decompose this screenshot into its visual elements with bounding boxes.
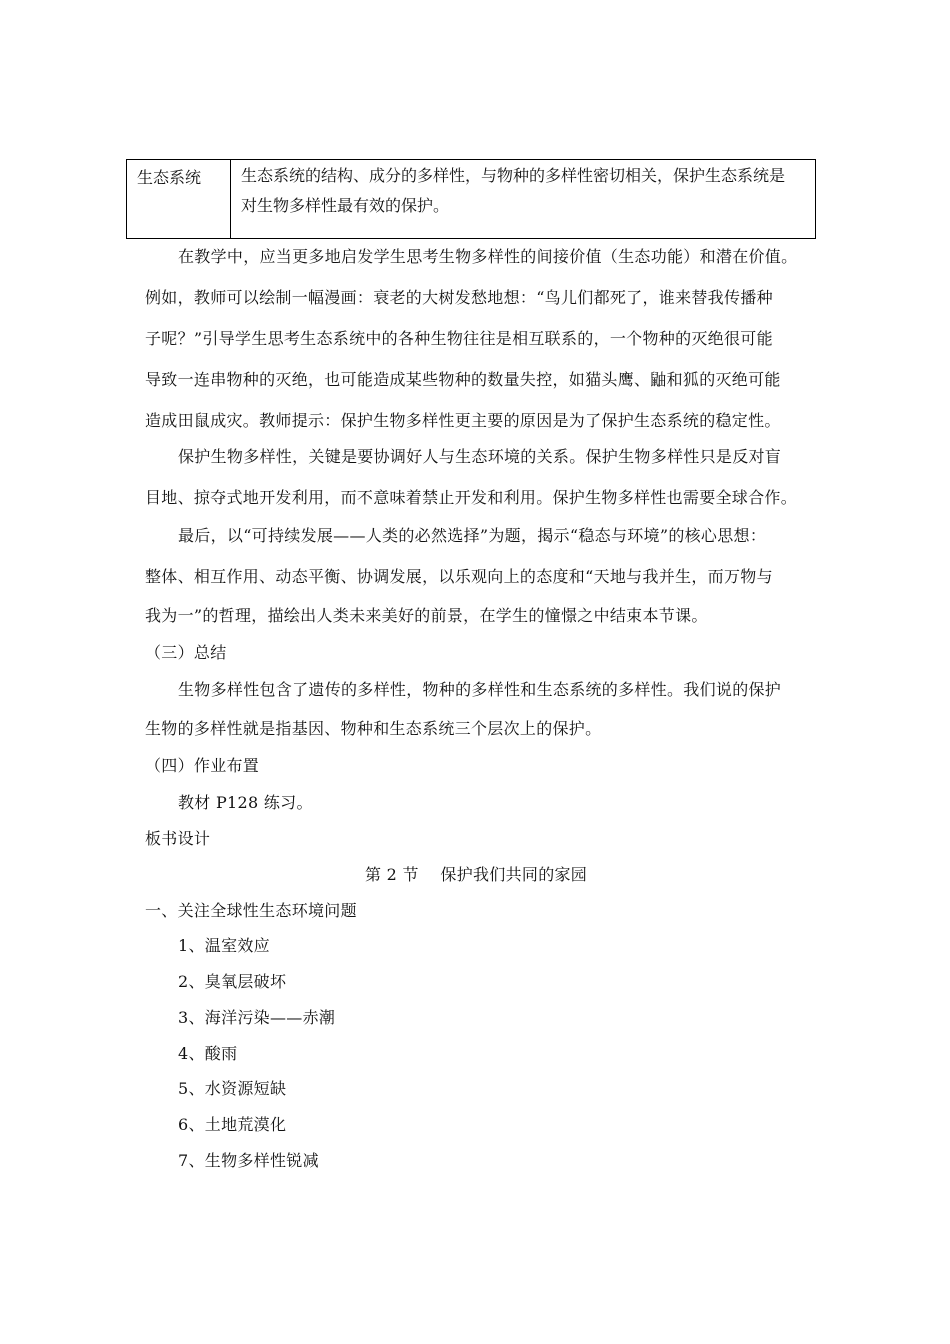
table-label-cell xyxy=(127,160,231,239)
table-content-cell xyxy=(231,160,816,239)
homework-text: 教材 P128 练习。 xyxy=(178,793,313,812)
board-item-7: 7、生物多样性锐减 xyxy=(178,1151,319,1170)
p3-line-3: 我为一”的哲理，描绘出人类未来美好的前景，在学生的憧憬之中结束本节课。 xyxy=(145,606,708,625)
table-line-1: 生态系统的结构、成分的多样性，与物种的多样性密切相关，保护生态系统是 xyxy=(241,166,786,185)
ecosystem-table xyxy=(126,159,816,239)
table-label: 生态系统 xyxy=(137,168,202,187)
summary-line-1: 生物多样性包含了遗传的多样性，物种的多样性和生态系统的多样性。我们说的保护 xyxy=(178,680,782,699)
p1-line-3: 子呢？”引导学生思考生态系统中的各种生物往往是相互联系的，一个物种的灭绝很可能 xyxy=(145,329,773,348)
p2-line-2: 目地、掠夺式地开发利用，而不意味着禁止开发和利用。保护生物多样性也需要全球合作。 xyxy=(145,488,798,507)
board-item-2: 2、臭氧层破坏 xyxy=(178,972,287,991)
table-line-2: 对生物多样性最有效的保护。 xyxy=(241,196,450,215)
board-item-3: 3、海洋污染——赤潮 xyxy=(178,1008,336,1027)
board-item-6: 6、土地荒漠化 xyxy=(178,1115,287,1134)
board-section-heading: 一、关注全球性生态环境问题 xyxy=(145,901,357,920)
homework-heading: （四）作业布置 xyxy=(145,756,260,775)
p1-line-1: 在教学中，应当更多地启发学生思考生物多样性的间接价值（生态功能）和潜在价值。 xyxy=(178,247,798,266)
p1-line-4: 导致一连串物种的灭绝，也可能造成某些物种的数量失控，如猫头鹰、鼬和狐的灭绝可能 xyxy=(145,370,781,389)
board-title: 第 2 节 保护我们共同的家园 xyxy=(365,865,588,884)
board-heading: 板书设计 xyxy=(145,829,211,848)
summary-line-2: 生物的多样性就是指基因、物种和生态系统三个层次上的保护。 xyxy=(145,719,602,738)
p1-line-2: 例如，教师可以绘制一幅漫画：衰老的大树发愁地想：“鸟儿们都死了，谁来替我传播种 xyxy=(145,288,773,307)
p3-line-1: 最后，以“可持续发展——人类的必然选择”为题，揭示“稳态与环境”的核心思想： xyxy=(178,526,767,545)
board-item-4: 4、酸雨 xyxy=(178,1044,238,1063)
summary-heading: （三）总结 xyxy=(145,643,227,662)
p2-line-1: 保护生物多样性，关键是要协调好人与生态环境的关系。保护生物多样性只是反对盲 xyxy=(178,447,782,466)
board-item-5: 5、水资源短缺 xyxy=(178,1079,287,1098)
board-item-1: 1、温室效应 xyxy=(178,936,270,955)
p3-line-2: 整体、相互作用、动态平衡、协调发展，以乐观向上的态度和“天地与我并生，而万物与 xyxy=(145,567,773,586)
p1-line-5: 造成田鼠成灾。教师提示：保护生物多样性更主要的原因是为了保护生态系统的稳定性。 xyxy=(145,411,781,430)
